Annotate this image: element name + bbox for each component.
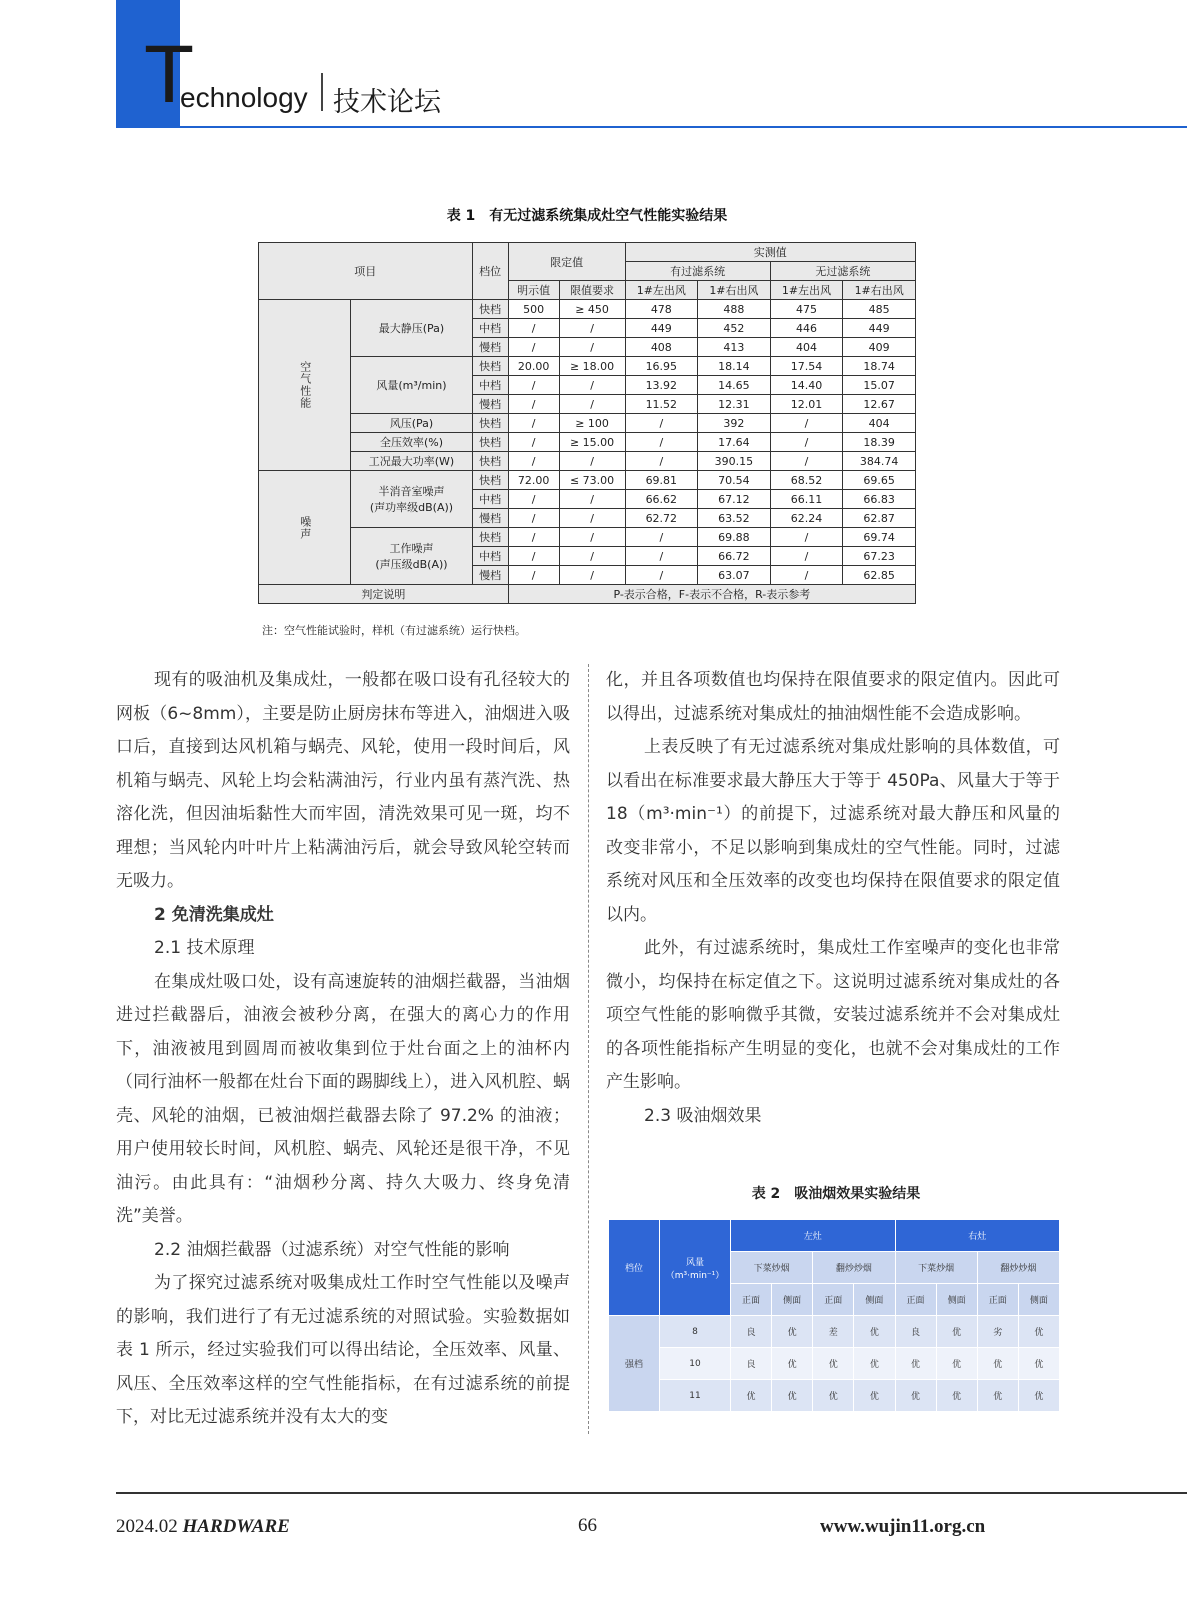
t1-cell: 62.87 <box>843 509 916 528</box>
t1-cell: 11.52 <box>625 395 698 414</box>
t2-result-cell: 优 <box>854 1316 895 1348</box>
t1-gear-cell: 慢档 <box>472 566 508 585</box>
t1-head-limit: 限定值 <box>508 243 625 281</box>
t1-cell: 18.39 <box>843 433 916 452</box>
t1-cell: 12.67 <box>843 395 916 414</box>
t2-head-left: 左灶 <box>731 1220 896 1252</box>
footer-rule <box>116 1492 1187 1494</box>
t1-gear-cell: 慢档 <box>472 338 508 357</box>
t1-cell: / <box>625 547 698 566</box>
t1-cell: 409 <box>843 338 916 357</box>
t1-group-air-label: 空气性能 <box>298 361 312 409</box>
t1-head-req: 限值要求 <box>559 281 625 300</box>
header-separator <box>321 73 323 111</box>
t1-gear-cell: 中档 <box>472 547 508 566</box>
t2-head-d: 翻炒炒烟 <box>977 1252 1059 1284</box>
t1-cell: 72.00 <box>508 471 559 490</box>
table2 <box>608 1219 1060 1412</box>
t1-cell: / <box>508 452 559 471</box>
t1-cell: / <box>770 433 843 452</box>
t1-gear-cell: 快档 <box>472 452 508 471</box>
t1-gear-cell: 快档 <box>472 528 508 547</box>
t1-cell: / <box>625 566 698 585</box>
t1-cell: 449 <box>843 319 916 338</box>
t1-cell: / <box>559 338 625 357</box>
t1-cell: 18.74 <box>843 357 916 376</box>
right-paragraph: 2.3 吸油烟效果 <box>644 1105 762 1126</box>
left-paragraph: 为了探究过滤系统对吸集成灶工作时空气性能以及噪声的影响，我们进行了有无过滤系统的对照试验。实验数据如表 1 所示，经过实验我们可以得出结论，全压效率、风量、风压、全压效率这样的空气性能指标，在有过滤系统的前提下，对比无过滤系统并没有太大的变 <box>116 1273 570 1427</box>
t1-cell: 390.15 <box>698 452 771 471</box>
t1-cell: / <box>770 452 843 471</box>
t1-cell: 69.65 <box>843 471 916 490</box>
t1-cell: 15.07 <box>843 376 916 395</box>
t1-cell: 500 <box>508 300 559 319</box>
t1-cell: / <box>770 414 843 433</box>
t1-head-without: 无过滤系统 <box>770 262 915 281</box>
t2-gear-cell: 强档 <box>609 1316 660 1412</box>
t2-flow-cell: 10 <box>660 1348 731 1380</box>
t1-cell: 70.54 <box>698 471 771 490</box>
t2-result-cell: 优 <box>1018 1316 1059 1348</box>
t1-group-air <box>259 300 351 471</box>
t2-subhead: 正面 <box>977 1284 1018 1316</box>
t1-cell: / <box>508 338 559 357</box>
t1-cell: 69.81 <box>625 471 698 490</box>
t1-cell: / <box>508 490 559 509</box>
t1-gear-cell: 快档 <box>472 414 508 433</box>
t1-cell: / <box>508 319 559 338</box>
left-paragraph: 在集成灶吸口处，设有高速旋转的油烟拦截器，当油烟进过拦截器后，油液会被秒分离，在强大的离心力的作用下，油液被甩到圆周而被收集到位于灶台面之上的油杯内（同行油杯一般都在灶台下面的踢脚线上），进入风机腔、蜗壳、风轮的油烟，已被油烟拦截器去除了 97.2% 的油液；用户使用较长时间，风机腔、蜗壳、风轮还是很干净，不见油污。由此具有：“油烟秒分离、持久大吸力、终身免清洗”美誉。 <box>116 971 570 1226</box>
t1-cell: 485 <box>843 300 916 319</box>
t2-result-cell: 优 <box>1018 1380 1059 1412</box>
t1-cell: 63.07 <box>698 566 771 585</box>
t2-result-cell: 优 <box>813 1380 854 1412</box>
t1-param: 风量(m³/min) <box>351 357 472 414</box>
t1-cell: 12.31 <box>698 395 771 414</box>
t1-cell: 449 <box>625 319 698 338</box>
t1-cell: 446 <box>770 319 843 338</box>
t1-group-noise-label: 噪声 <box>298 515 312 540</box>
t2-subhead: 侧面 <box>854 1284 895 1316</box>
t1-head-gear: 档位 <box>472 243 508 300</box>
t2-result-cell: 优 <box>895 1348 936 1380</box>
t1-cell: 408 <box>625 338 698 357</box>
t2-result-cell: 优 <box>813 1348 854 1380</box>
t1-param: 全压效率(%) <box>351 433 472 452</box>
header-chinese-title: 技术论坛 <box>333 87 441 118</box>
t1-param: 风压(Pa) <box>351 414 472 433</box>
t1-cell: / <box>559 566 625 585</box>
right-paragraph: 上表反映了有无过滤系统对集成灶影响的具体数值，可以看出在标准要求最大静压大于等于 450Pa、风量大于等于 18（m³·min⁻¹）的前提下，过滤系统对最大静压和风量的改变非常小，不足以影响到集成灶的空气性能。同时，过滤系统对风压和全压效率的改变也均保持在限值要求的限定值以内。 <box>606 737 1060 925</box>
t1-cell: 67.12 <box>698 490 771 509</box>
t1-cell: / <box>625 414 698 433</box>
t2-result-cell: 优 <box>977 1380 1018 1412</box>
t2-result-cell: 优 <box>895 1380 936 1412</box>
t2-head-right: 右灶 <box>895 1220 1060 1252</box>
t1-cell: / <box>508 509 559 528</box>
t2-result-cell: 优 <box>854 1348 895 1380</box>
t1-cell: 69.74 <box>843 528 916 547</box>
t1-gear-cell: 快档 <box>472 471 508 490</box>
t1-cell: / <box>508 528 559 547</box>
t1-cell: 66.83 <box>843 490 916 509</box>
t2-head-gear: 档位 <box>609 1220 660 1316</box>
t1-cell: 14.40 <box>770 376 843 395</box>
table1-caption: 表 1 有无过滤系统集成灶空气性能实验结果 <box>446 208 728 224</box>
t1-cell: / <box>559 528 625 547</box>
t1-cell: / <box>508 433 559 452</box>
t1-cell: 68.52 <box>770 471 843 490</box>
t1-param-line1: 半消音室噪声 <box>378 485 445 498</box>
header-initial: T <box>144 29 195 120</box>
t1-gear-cell: 快档 <box>472 300 508 319</box>
t2-head-c: 下菜炒烟 <box>895 1252 977 1284</box>
t1-cell: 488 <box>698 300 771 319</box>
t1-judge-text: P-表示合格，F-表示不合格，R-表示参考 <box>508 585 915 604</box>
t1-param: 最大静压(Pa) <box>351 300 472 357</box>
t1-cell: 14.65 <box>698 376 771 395</box>
right-column <box>606 664 1060 1133</box>
t1-cell: / <box>508 547 559 566</box>
t2-flow-cell: 8 <box>660 1316 731 1348</box>
t1-cell: / <box>559 319 625 338</box>
t1-head-c4: 1#右出风 <box>843 281 916 300</box>
t2-result-cell: 优 <box>772 1380 813 1412</box>
t1-head-c2: 1#右出风 <box>698 281 771 300</box>
t1-cell: 404 <box>843 414 916 433</box>
t1-cell: 66.62 <box>625 490 698 509</box>
t1-cell: 13.92 <box>625 376 698 395</box>
header-english-title: echnology <box>180 82 308 113</box>
t1-param <box>351 471 472 528</box>
t1-cell: / <box>508 395 559 414</box>
t1-cell: / <box>559 395 625 414</box>
t2-result-cell: 良 <box>731 1316 772 1348</box>
t2-subhead: 侧面 <box>772 1284 813 1316</box>
left-paragraph: 2.1 技术原理 <box>154 938 255 958</box>
t1-param: 工况最大功率(W) <box>351 452 472 471</box>
t2-result-cell: 良 <box>731 1348 772 1380</box>
t1-gear-cell: 慢档 <box>472 395 508 414</box>
t2-result-cell: 良 <box>895 1316 936 1348</box>
t1-cell: / <box>559 509 625 528</box>
t2-subhead: 侧面 <box>936 1284 977 1316</box>
t2-result-cell: 优 <box>854 1380 895 1412</box>
t1-cell: / <box>770 547 843 566</box>
t1-cell: 404 <box>770 338 843 357</box>
t2-result-cell: 劣 <box>977 1316 1018 1348</box>
t2-subhead: 正面 <box>895 1284 936 1316</box>
t1-param-line2: (声压级dB(A)) <box>375 558 448 571</box>
t1-cell: 478 <box>625 300 698 319</box>
t2-flow-cell: 11 <box>660 1380 731 1412</box>
t1-param-line2: (声功率级dB(A)) <box>369 501 454 514</box>
header-rule <box>116 126 1187 128</box>
t2-result-cell: 优 <box>936 1348 977 1380</box>
t1-cell: 452 <box>698 319 771 338</box>
right-paragraph: 此外，有过滤系统时，集成灶工作室噪声的变化也非常微小，均保持在标定值之下。这说明过滤系统对集成灶的各项空气性能的影响微乎其微，安装过滤系统并不会对集成灶的各项性能指标产生明显的变化，也就不会对集成灶的工作产生影响。 <box>606 938 1060 1092</box>
column-divider <box>588 664 589 1434</box>
t1-head-item: 项目 <box>259 243 473 300</box>
t1-cell: 66.11 <box>770 490 843 509</box>
t1-cell: ≥ 450 <box>559 300 625 319</box>
t1-cell: 69.88 <box>698 528 771 547</box>
t1-cell: / <box>559 547 625 566</box>
t1-cell: 17.64 <box>698 433 771 452</box>
t2-subhead: 侧面 <box>1018 1284 1059 1316</box>
t1-cell: / <box>559 452 625 471</box>
table1-note: 注：空气性能试验时，样机（有过滤系统）运行快档。 <box>262 624 526 637</box>
t1-cell: ≤ 73.00 <box>559 471 625 490</box>
t2-head-a: 下菜炒烟 <box>731 1252 813 1284</box>
footer-issue <box>116 1516 290 1538</box>
t1-gear-cell: 慢档 <box>472 509 508 528</box>
t1-judge-label: 判定说明 <box>259 585 509 604</box>
t1-cell: / <box>770 566 843 585</box>
t1-cell: / <box>625 528 698 547</box>
footer-magazine: HARDWARE <box>182 1516 290 1537</box>
t1-cell: 384.74 <box>843 452 916 471</box>
t1-group-noise <box>259 471 351 585</box>
t1-cell: 63.52 <box>698 509 771 528</box>
t1-cell: 62.24 <box>770 509 843 528</box>
t1-cell: 20.00 <box>508 357 559 376</box>
t2-subhead: 正面 <box>813 1284 854 1316</box>
t1-gear-cell: 快档 <box>472 357 508 376</box>
t1-cell: 18.14 <box>698 357 771 376</box>
t2-head-b: 翻炒炒烟 <box>813 1252 895 1284</box>
t1-cell: 413 <box>698 338 771 357</box>
t2-result-cell: 差 <box>813 1316 854 1348</box>
t2-result-cell: 优 <box>977 1348 1018 1380</box>
t1-gear-cell: 中档 <box>472 319 508 338</box>
t2-result-cell: 优 <box>1018 1348 1059 1380</box>
left-paragraph: 2.2 油烟拦截器（过滤系统）对空气性能的影响 <box>154 1239 510 1260</box>
t2-head-flow-label: 风量 <box>685 1257 704 1268</box>
t2-result-cell: 优 <box>772 1316 813 1348</box>
t1-cell: / <box>559 490 625 509</box>
table1 <box>258 242 916 604</box>
t1-cell: 62.85 <box>843 566 916 585</box>
footer-date: 2024.02 <box>116 1516 178 1537</box>
t1-cell: ≥ 100 <box>559 414 625 433</box>
t1-cell: / <box>508 376 559 395</box>
t1-cell: / <box>770 528 843 547</box>
t1-cell: 12.01 <box>770 395 843 414</box>
t2-subhead: 正面 <box>731 1284 772 1316</box>
t1-cell: / <box>508 566 559 585</box>
t2-head-flow-unit: （m³·min⁻¹） <box>665 1270 725 1281</box>
table2-caption: 表 2 吸油烟效果实验结果 <box>751 1186 921 1202</box>
t2-result-cell: 优 <box>731 1380 772 1412</box>
t1-cell: ≥ 15.00 <box>559 433 625 452</box>
t1-head-measured: 实测值 <box>625 243 915 262</box>
t1-cell: 62.72 <box>625 509 698 528</box>
t1-head-display: 明示值 <box>508 281 559 300</box>
t1-cell: 67.23 <box>843 547 916 566</box>
t1-cell: 17.54 <box>770 357 843 376</box>
t1-cell: / <box>625 433 698 452</box>
t2-head-flow <box>660 1220 731 1316</box>
right-paragraph: 化，并且各项数值也均保持在限值要求的限定值内。因此可以得出，过滤系统对集成灶的抽油烟性能不会造成影响。 <box>606 670 1060 724</box>
t1-cell: 66.72 <box>698 547 771 566</box>
t1-gear-cell: 快档 <box>472 433 508 452</box>
left-column <box>116 664 570 1435</box>
t1-head-with: 有过滤系统 <box>625 262 770 281</box>
t1-cell: 16.95 <box>625 357 698 376</box>
t1-cell: 475 <box>770 300 843 319</box>
t1-param-line1: 工作噪声 <box>389 542 434 555</box>
t2-result-cell: 优 <box>936 1316 977 1348</box>
left-paragraph: 2 免清洗集成灶 <box>154 904 274 925</box>
t1-gear-cell: 中档 <box>472 376 508 395</box>
t2-result-cell: 优 <box>936 1380 977 1412</box>
t1-head-c3: 1#左出风 <box>770 281 843 300</box>
left-paragraph: 现有的吸油机及集成灶，一般都在吸口设有孔径较大的网板（6~8mm），主要是防止厨房抹布等进入，油烟进入吸口后，直接到达风机箱与蜗壳、风轮，使用一段时间后，风机箱与蜗壳、风轮上均会粘满油污，行业内虽有蒸汽洗、热溶化洗，但因油垢黏性大而牢固，清洗效果可见一斑，均不理想；当风轮内叶叶片上粘满油污后，就会导致风轮空转而无吸力。 <box>116 670 570 891</box>
t1-cell: ≥ 18.00 <box>559 357 625 376</box>
page-number: 66 <box>578 1515 597 1536</box>
t1-param <box>351 528 472 585</box>
t1-cell: / <box>559 376 625 395</box>
t1-cell: / <box>508 414 559 433</box>
t1-cell: / <box>625 452 698 471</box>
t1-gear-cell: 中档 <box>472 490 508 509</box>
t1-cell: 392 <box>698 414 771 433</box>
t2-result-cell: 优 <box>772 1348 813 1380</box>
footer-url: www.wujin11.org.cn <box>820 1516 986 1537</box>
t1-head-c1: 1#左出风 <box>625 281 698 300</box>
